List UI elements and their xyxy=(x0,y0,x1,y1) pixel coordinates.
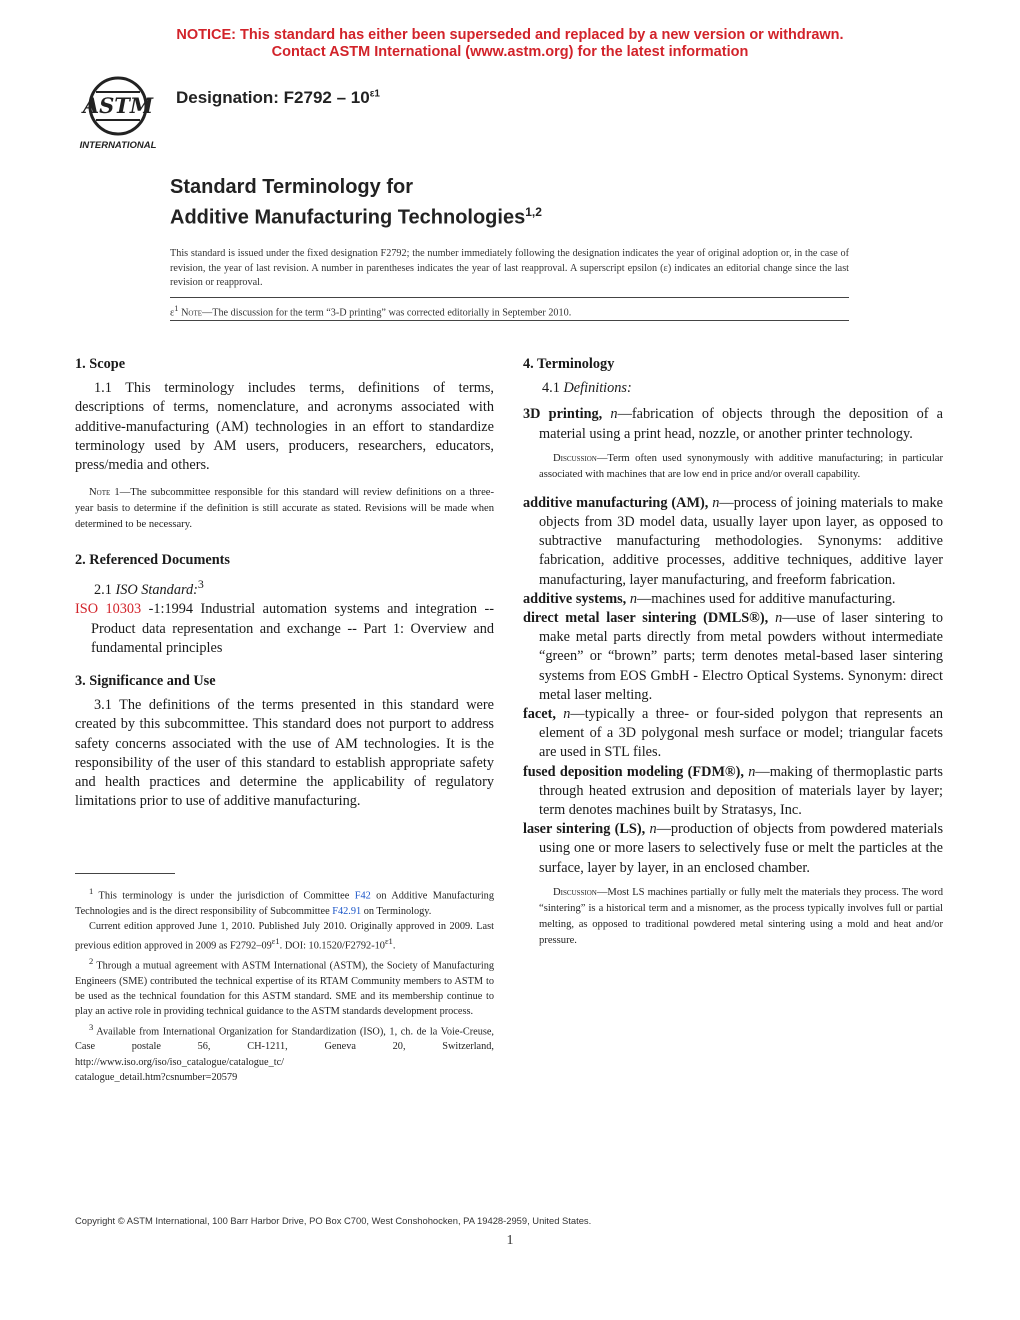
scope-note-text: 1—The subcommittee responsible for this standard will review definitions on a three-year basis to determine if the definition is still accurate as stated. Revisions will be made when determined to be necessary. xyxy=(75,487,494,531)
term-name: 3D printing, xyxy=(523,406,603,423)
committee-link[interactable]: F42 xyxy=(354,890,371,902)
page-title xyxy=(170,175,542,231)
term-name: laser sintering (LS), xyxy=(523,821,646,838)
withdrawal-notice xyxy=(0,27,1020,61)
designation-label: Designation: F2792 – 10 xyxy=(176,88,370,107)
right-column xyxy=(523,355,943,960)
discussion-text: —Most LS machines partially or fully melt the materials they process. The word “sintering” is a historical term and a misnomer, as the process typically involves full or partial melting, as opposed to traditional powdered metal sintering using a mold and heat and/or pressure. xyxy=(539,886,943,946)
notice-line-2: Contact ASTM International (www.astm.org) for the latest information xyxy=(271,44,749,60)
part-of-speech: n xyxy=(563,706,571,723)
footnote-3-url-end: catalogue_detail.htm?csnumber=20579 xyxy=(75,1071,238,1083)
term-definition: —fabrication of objects through the deposition of a material using a print head, nozzle, or another printer technology. xyxy=(539,406,943,442)
subsection-number: 4.1 xyxy=(542,380,564,397)
page-number: 1 xyxy=(506,1233,514,1248)
term-entry xyxy=(523,705,943,763)
editorial-note xyxy=(170,303,571,318)
footnote-1-edition xyxy=(75,919,494,954)
notice-line-1: NOTICE: This standard has either been superseded and replaced by a new version or withdrawn. xyxy=(176,27,844,43)
part-of-speech: n xyxy=(610,406,618,423)
term-name: fused deposition modeling (FDM®), xyxy=(523,763,744,780)
footnote-text: This terminology is under the jurisdiction of Committee xyxy=(93,890,355,902)
footnote-text: on Terminology. xyxy=(361,905,432,917)
footnote-text: Through a mutual agreement with ASTM International (ASTM), the Society of Manufacturing Engineers (SME) contributed the technical expertise of its RTAM Community members to ASTM to be used as the technical foundation for this ASTM standard. SME and its membership continue to play an active role in providing technical guidance to the ASTM standards development process. xyxy=(75,960,494,1018)
footnote-1 xyxy=(75,884,494,919)
footnote-text: Current edition approved June 1, 2010. Published July 2010. Originally approved in 2009. Last previous edition approved in 2009 as F2792–09 xyxy=(75,921,494,952)
terminology-heading: 4. Terminology xyxy=(523,356,615,372)
iso-standard-subheading xyxy=(75,575,494,600)
epsilon-sup: ε1 xyxy=(271,936,280,947)
significance-paragraph: 3.1 The definitions of the terms presented in this standard were created by this subcommittee. This standard does not purport to address safety concerns associated with the use of AM technologies. It is the responsibility of the user of this standard to establish appropriate safety and health practices and determine the applicability of regulatory limitations prior to use of additive manufacturing. xyxy=(75,697,494,810)
logo-letters: ASTM xyxy=(82,93,154,118)
term-entry xyxy=(523,405,943,443)
definitions-subheading xyxy=(523,379,943,398)
part-of-speech: n xyxy=(775,610,783,627)
term-name: direct metal laser sintering (DMLS®), xyxy=(523,610,769,627)
term-definition: —process of joining materials to make objects from 3D model data, usually layer upon layer, as opposed to subtractive manufacturing methodologies. Synonyms: additive fabrication, additive processes, additive techniques, additive layer manufacturing, layer manufacturing, and freeform fabrication. xyxy=(539,494,943,588)
footnote-text: . DOI: 10.1520/F2792-10 xyxy=(279,940,385,952)
title-line-2: Additive Manufacturing Technologies xyxy=(170,206,526,229)
term-definition: —typically a three- or four-sided polygon that represents an element of a 3D polygonal mesh surface or model; triangular facets are used in STL files. xyxy=(539,706,943,761)
footnote-2 xyxy=(75,954,494,1020)
term-name: additive manufacturing (AM), xyxy=(523,494,709,511)
part-of-speech: n xyxy=(712,494,720,511)
term-definition: —use of laser sintering to make metal parts directly from metal powders without intermediate “green” or “brown” parts; term denotes metal-based laser sintering systems from EOS GmbH - Electro Optical Systems. Synonym: direct metal laser melting. xyxy=(539,610,944,703)
note-label: Note xyxy=(181,307,203,319)
footnote-marker: 2 xyxy=(89,956,94,967)
significance-heading: 3. Significance and Use xyxy=(75,673,216,689)
footnote-text: on Additive Manufacturing Technologies and is the direct responsibility of Subcommittee xyxy=(75,890,494,917)
term-definition: —making of thermoplastic parts through heated extrusion and deposition of materials layer by layer; term denotes machines built by Stratasys, Inc. xyxy=(539,763,943,819)
footnote-marker: 1 xyxy=(89,886,94,896)
term-entry xyxy=(523,609,943,705)
editorial-note-text: —The discussion for the term “3-D printing” was corrected editorially in September 2010. xyxy=(202,307,572,319)
issuance-statement: This standard is issued under the fixed designation F2792; the number immediately following the designation indicates the year of original adoption or, in the case of revision, the year of last revision. A number in parentheses indicates the year of last reapproval. A superscript epsilon (ε) indicates an editorial change since the last revision or reapproval. xyxy=(170,248,849,288)
epsilon-sup: 1 xyxy=(174,303,179,313)
part-of-speech: n xyxy=(649,821,657,838)
term-definition: —machines used for additive manufacturing. xyxy=(637,590,896,607)
iso-code-link[interactable]: ISO 10303 xyxy=(75,601,142,618)
discussion-label: Discussion xyxy=(553,886,597,898)
iso-reference-text: -1:1994 Industrial automation systems and integration -- Product data representation and exchange -- Part 1: Overview and fundamental principles xyxy=(91,601,494,656)
footnote-ref: 3 xyxy=(197,577,204,592)
term-entry xyxy=(523,763,943,821)
discussion-note xyxy=(539,885,943,949)
iso-standard-label: ISO Standard: xyxy=(115,582,198,599)
discussion-label: Discussion xyxy=(553,452,597,464)
term-entry xyxy=(523,820,943,878)
copyright-footer: Copyright © ASTM International, 100 Barr Harbor Drive, PO Box C700, West Conshohocken, PA 19428-2959, United States. xyxy=(75,1215,592,1226)
term-name: additive systems, xyxy=(523,590,627,607)
designation-superscript: ε1 xyxy=(369,88,380,100)
term-definition: —production of objects from powdered materials using one or more lasers to selectively fuse or melt the particles at the surface, layer by layer, in an enclosed chamber. xyxy=(539,821,944,876)
definitions-label: Definitions: xyxy=(563,380,632,397)
footnotes xyxy=(75,884,494,1085)
footnote-text: . xyxy=(392,940,396,952)
discussion-note xyxy=(539,451,943,483)
subsection-number: 2.1 xyxy=(94,582,116,599)
title-superscript: 1,2 xyxy=(525,205,542,219)
scope-paragraph: 1.1 This terminology includes terms, definitions of terms, descriptions of terms, nomenclature, and acronyms associated with additive-manufacturing (AM) technologies in an effort to standardize terminology used by AM users, producers, researchers, educators, press/media and others. xyxy=(75,380,494,474)
term-name: facet, xyxy=(523,706,556,723)
subcommittee-link[interactable]: F42.91 xyxy=(332,905,362,917)
scope-heading: 1. Scope xyxy=(75,356,126,372)
astm-logo-icon xyxy=(74,72,162,152)
footnote-text: Available from International Organization for Standardization (ISO), 1, ch. de la Voie-Creuse, Case postale 56, CH-1211, Geneva 20, Switzerland, http://www.iso.org/iso/iso_catalogue/catalogue_tc/ xyxy=(75,1026,494,1068)
epsilon-sup: ε1 xyxy=(384,936,393,947)
footnote-marker: 3 xyxy=(89,1021,94,1032)
iso-reference xyxy=(75,600,494,658)
footnote-divider xyxy=(75,873,175,874)
title-line-1: Standard Terminology for xyxy=(170,176,413,198)
term-entry xyxy=(523,494,943,590)
scope-note xyxy=(75,485,494,533)
term-entry xyxy=(523,590,943,609)
part-of-speech: n xyxy=(748,763,756,780)
epsilon-marker: ε xyxy=(170,307,175,319)
referenced-heading: 2. Referenced Documents xyxy=(75,552,230,569)
divider xyxy=(170,320,849,321)
part-of-speech: n xyxy=(629,590,637,607)
discussion-text: —Term often used synonymously with additive manufacturing; in particular associated with machines that are low end in price and/or overall capability. xyxy=(539,452,943,480)
designation xyxy=(176,88,380,108)
note-label: Note xyxy=(89,487,111,499)
logo-caption: INTERNATIONAL xyxy=(79,140,157,151)
left-column xyxy=(75,355,494,811)
divider xyxy=(170,297,849,298)
footnote-3 xyxy=(75,1020,494,1070)
